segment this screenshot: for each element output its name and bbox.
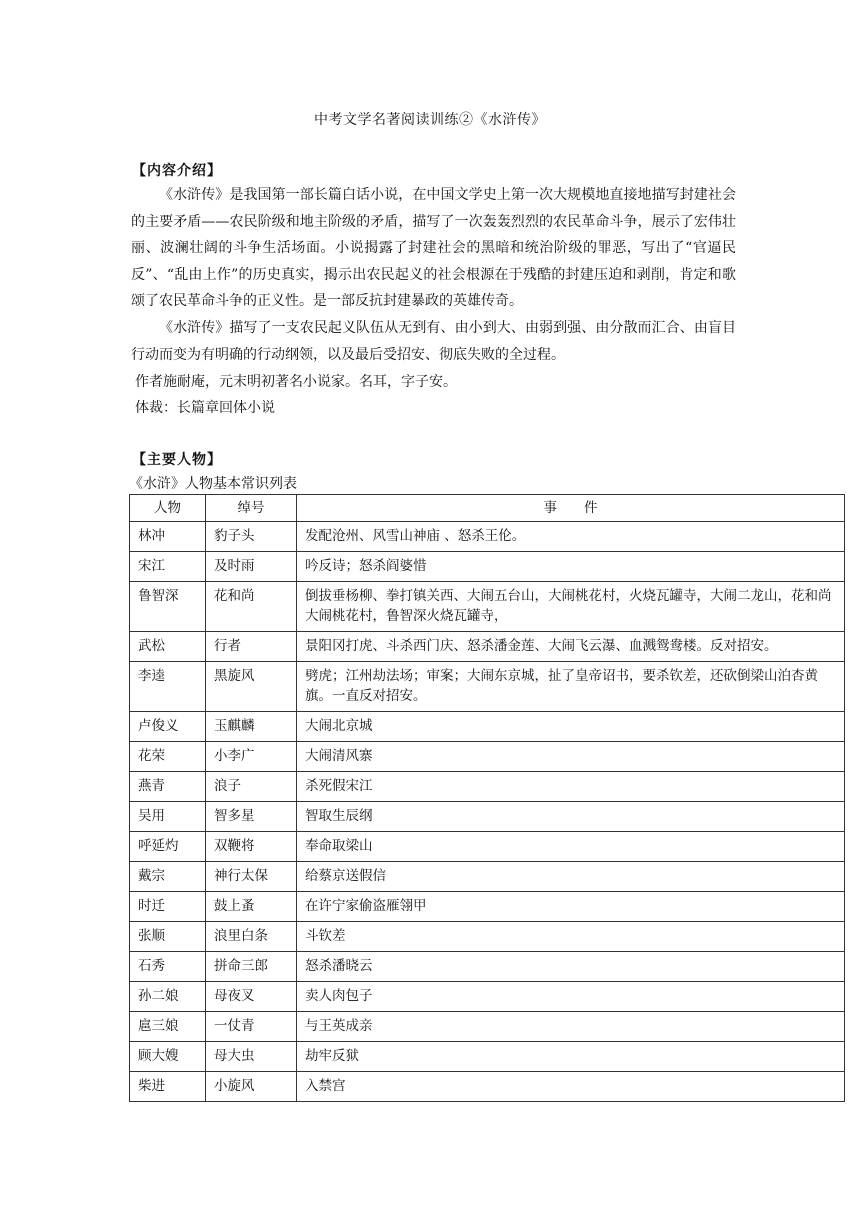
table-row [130,742,845,772]
cell-character: 卢俊义 [130,712,206,742]
intro-text [131,182,736,368]
section-heading-intro: 【内容介绍】 [132,163,222,179]
cell-character: 顾大嫂 [130,1042,206,1072]
cell-nickname: 小李广 [206,742,297,772]
cell-events: 景阳冈打虎、斗杀西门庆、怒杀潘金莲、大闹飞云瀑、血溅鸳鸯楼。反对招安。 [297,632,845,662]
author-line: 作者施耐庵，元末明初著名小说家。名耳，字子安。 [135,374,457,390]
table-row [130,582,845,632]
intro-paragraph: 《水浒传》描写了一支农民起义队伍从无到有、由小到大、由弱到强、由分散而汇合、由盲目行动而变为有明确的行动纲领，以及最后受招安、彻底失败的全过程。 [131,319,736,363]
cell-nickname: 花和尚 [206,582,297,632]
table-row [130,832,845,862]
cell-nickname: 鼓上蚤 [206,892,297,922]
cell-nickname: 豹子头 [206,522,297,552]
cell-character: 吴用 [130,802,206,832]
cell-character: 孙二娘 [130,982,206,1012]
cell-events: 杀死假宋江 [297,772,845,802]
cell-events: 斗钦差 [297,922,845,952]
cell-character: 戴宗 [130,862,206,892]
table-row [130,772,845,802]
cell-nickname: 智多星 [206,802,297,832]
table-row [130,952,845,982]
cell-events: 智取生辰纲 [297,802,845,832]
header-character: 人物 [130,495,206,522]
cell-nickname: 玉麒麟 [206,712,297,742]
cell-events: 与王英成亲 [297,1012,845,1042]
cell-character: 柴进 [130,1072,206,1102]
cell-character: 石秀 [130,952,206,982]
cell-events: 倒拔垂杨柳、拳打镇关西、大闹五台山，大闹桃花村，火烧瓦罐寺，大闹二龙山，花和尚大闹桃花村，鲁智深火烧瓦罐寺， [297,582,845,632]
cell-character: 燕青 [130,772,206,802]
cell-nickname: 双鞭将 [206,832,297,862]
cell-events: 大闹清风寨 [297,742,845,772]
cell-nickname: 黑旋风 [206,662,297,712]
intro-paragraph: 《水浒传》是我国第一部长篇白话小说，在中国文学史上第一次大规模地直接地描写封建社会的主要矛盾——农民阶级和地主阶级的矛盾，描写了一次轰轰烈烈的农民革命斗争，展示了宏伟壮丽、波澜壮阔的斗争生活场面。小说揭露了封建社会的黑暗和统治阶级的罪恶，写出了“官逼民反”、“乱由上作”的历史真实，揭示出农民起义的社会根源在于残酷的封建压迫和剥削，肯定和歌颂了农民革命斗争的正义性。是一部反抗封建暴政的英雄传奇。 [131,187,736,310]
cell-nickname: 浪子 [206,772,297,802]
cell-nickname: 浪里白条 [206,922,297,952]
cell-events: 劫牢反狱 [297,1042,845,1072]
cell-character: 花荣 [130,742,206,772]
cell-nickname: 行者 [206,632,297,662]
table-row [130,862,845,892]
cell-nickname: 拼命三郎 [206,952,297,982]
cell-events: 劈虎；江州劫法场；审案；大闹东京城，扯了皇帝诏书，要杀钦差，还砍倒梁山泊杏黄旗。一直反对招安。 [297,662,845,712]
cell-events: 在许宁家偷盗雁翎甲 [297,892,845,922]
cell-nickname: 小旋风 [206,1072,297,1102]
cell-events: 大闹北京城 [297,712,845,742]
cell-nickname: 及时雨 [206,552,297,582]
header-nickname: 绰号 [206,495,297,522]
header-events: 事 件 [297,495,845,522]
table-row [130,522,845,552]
table-row [130,1072,845,1102]
cell-character: 宋江 [130,552,206,582]
table-row [130,802,845,832]
genre-line: 体裁：长篇章回体小说 [135,400,275,416]
cell-character: 扈三娘 [130,1012,206,1042]
cell-character: 林冲 [130,522,206,552]
table-row [130,892,845,922]
cell-events: 卖人肉包子 [297,982,845,1012]
cell-nickname: 神行太保 [206,862,297,892]
table-header-row [130,495,845,522]
cell-events: 发配沧州、风雪山神庙 、怒杀王伦。 [297,522,845,552]
cell-character: 鲁智深 [130,582,206,632]
cell-events: 入禁宫 [297,1072,845,1102]
table-row [130,712,845,742]
cell-character: 呼延灼 [130,832,206,862]
cell-nickname: 一仗青 [206,1012,297,1042]
cell-events: 吟反诗；怒杀阎婆惜 [297,552,845,582]
table-row [130,1042,845,1072]
cell-events: 奉命取梁山 [297,832,845,862]
section-heading-characters: 【主要人物】 [132,452,222,468]
cell-nickname: 母夜叉 [206,982,297,1012]
table-row [130,662,845,712]
characters-table [129,494,845,1102]
cell-events: 给蔡京送假信 [297,862,845,892]
cell-character: 张顺 [130,922,206,952]
cell-character: 武松 [130,632,206,662]
cell-character: 时迁 [130,892,206,922]
table-row [130,552,845,582]
table-row [130,632,845,662]
table-body [130,522,845,1102]
cell-nickname: 母大虫 [206,1042,297,1072]
cell-events: 怒杀潘晓云 [297,952,845,982]
table-row [130,1012,845,1042]
table-row [130,922,845,952]
cell-character: 李逵 [130,662,206,712]
table-caption: 《水浒》人物基本常识列表 [129,476,297,492]
table-row [130,982,845,1012]
document-title: 中考文学名著阅读训练②《水浒传》 [314,112,546,128]
